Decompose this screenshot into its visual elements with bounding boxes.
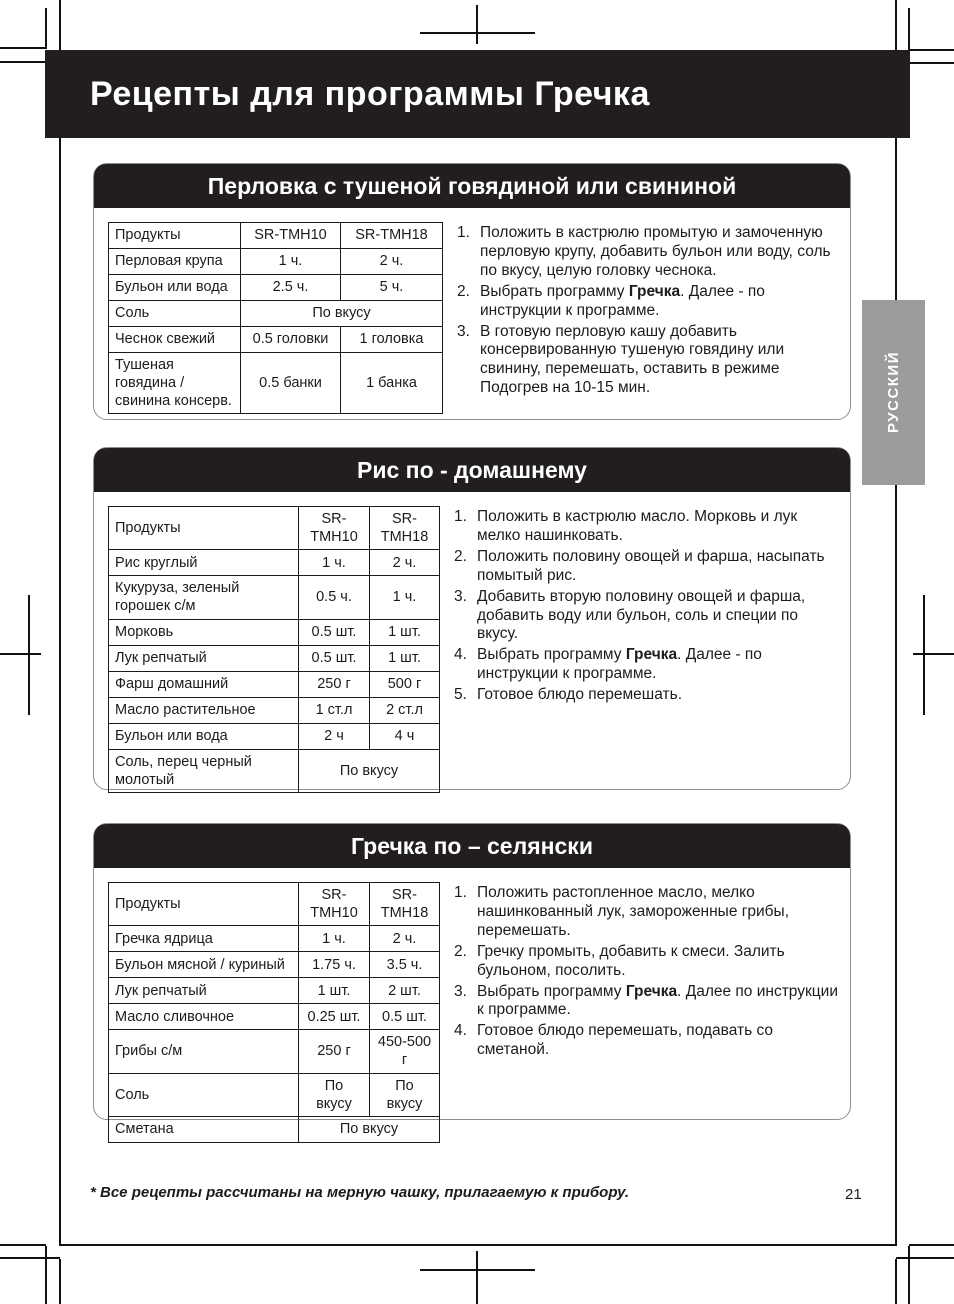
ingredient-value-cell: 1 головка [341,327,443,353]
ingredient-name-cell: Бульон или вода [109,723,299,749]
step-number: 1. [457,224,470,241]
ingredient-name-cell: Морковь [109,619,299,645]
crop-mark [59,0,61,1245]
recipe-box-perlovka [93,163,851,420]
ingredients-table [108,506,440,793]
ingredient-name-cell: Рис круглый [109,550,299,576]
ingredient-name-cell: Кукуруза, зеленый горошек с/м [109,576,299,619]
ingredient-name-cell: Соль [109,1073,299,1116]
recipe-box-ris [93,447,851,790]
ingredient-value-cell: 1 ч. [241,249,341,275]
recipe-body [94,492,850,793]
ingredient-value-cell: 450-500 г [370,1030,440,1073]
step-number: 1. [454,884,467,901]
instruction-step [454,983,840,1021]
ingredient-name-cell: Чеснок свежий [109,327,241,353]
ingredient-value-cell: По вкусу [299,749,440,792]
ingredient-value-cell: По вкусу [299,1073,370,1116]
instructions-list [454,884,840,1143]
step-number: 5. [454,686,467,704]
ingredient-value-cell: 0.25 шт. [299,1004,370,1030]
ingredient-value-cell: 250 г [299,671,370,697]
ingredient-name-cell: Гречка ядрица [109,926,299,952]
step-number: 3. [454,587,467,605]
footnote: * Все рецепты рассчитаны на мерную чашку, прилагаемую к прибору. [90,1184,630,1201]
step-number: 3. [454,982,467,1000]
crop-mark [895,1259,897,1304]
ingredient-value-cell: 0.5 ч. [299,576,370,619]
table-row [109,550,440,576]
crop-mark [913,653,954,655]
ingredient-name-cell: Масло сливочное [109,1004,299,1030]
step-number: 1. [454,508,467,525]
ingredient-value-cell: По вкусу [241,301,443,327]
table-header-cell: SR-TMH18 [370,883,440,926]
ingredient-value-cell: 0.5 шт. [370,1004,440,1030]
ingredient-name-cell: Бульон или вода [109,275,241,301]
ingredient-name-cell: Соль [109,301,241,327]
table-row [109,275,443,301]
language-tab [862,300,925,485]
recipe-title: Гречка по – селянски [94,824,850,868]
table-header-cell: SR-TMH10 [299,507,370,550]
ingredient-value-cell: 3.5 ч. [370,952,440,978]
crop-mark [0,1257,60,1259]
step-text: Выбрать программу Гречка. Далее - по инструкции к программе. [477,646,762,683]
ingredient-name-cell: Масло растительное [109,697,299,723]
program-name-bold: Гречка [625,646,678,664]
ingredient-name-cell: Тушеная говядина / свинина консерв. [109,353,241,414]
crop-mark [59,1244,897,1246]
ingredient-value-cell: 1 ч. [370,576,440,619]
ingredient-value-cell: 2 ч [299,723,370,749]
table-row [109,507,440,550]
table-header-cell: SR-TMH18 [341,223,443,249]
table-row [109,671,440,697]
table-header-cell: Продукты [109,223,241,249]
table-row [109,249,443,275]
crop-mark [0,653,41,655]
instruction-step [457,224,840,281]
table-row [109,645,440,671]
instruction-step [457,283,840,321]
ingredient-value-cell: 0.5 банки [241,353,341,414]
crop-mark [0,47,46,49]
ingredient-value-cell: 1 шт. [299,978,370,1004]
ingredient-value-cell: 2 ст.л [370,697,440,723]
crop-mark [909,1244,954,1246]
ingredient-name-cell: Фарш домашний [109,671,299,697]
table-header-cell: SR-TMH10 [299,883,370,926]
table-row [109,1116,440,1142]
crop-mark [28,595,30,715]
recipe-title: Рис по - домашнему [94,448,850,492]
table-row [109,619,440,645]
recipe-body [94,208,850,414]
language-tab-label: РУССКИЙ [885,351,902,434]
ingredient-name-cell: Соль, перец черный молотый [109,749,299,792]
step-text: Готовое блюдо перемешать, подавать со сметаной. [477,1022,774,1059]
crop-mark [909,49,954,51]
step-number: 2. [454,547,467,565]
table-row [109,301,443,327]
step-text: Положить половину овощей и фарша, насыпать помытый рис. [477,547,825,584]
step-number: 2. [457,282,470,300]
ingredient-name-cell: Лук репчатый [109,645,299,671]
instruction-step [454,884,840,941]
ingredient-value-cell: 2 ч. [370,926,440,952]
ingredient-value-cell: 1 ч. [299,550,370,576]
table-row [109,883,440,926]
page-title: Рецепты для программы Гречка [90,74,650,113]
step-number: 3. [457,322,470,340]
ingredient-value-cell: По вкусу [370,1073,440,1116]
table-row [109,576,440,619]
crop-mark [59,1259,61,1304]
recipe-box-grechka [93,823,851,1138]
instruction-step [454,943,840,981]
instruction-step [454,588,840,645]
ingredient-value-cell: 2 ч. [370,550,440,576]
instructions-list [454,508,840,793]
crop-mark [45,8,47,49]
step-text: Положить в кастрюлю масло. Морковь и лук мелко нашинковать. [477,508,798,544]
ingredient-value-cell: По вкусу [299,1116,440,1142]
instruction-step [454,548,840,586]
step-text: Готовое блюдо перемешать. [477,686,682,704]
crop-mark [476,1251,478,1304]
instruction-step [454,508,840,546]
table-header-cell: Продукты [109,507,299,550]
recipe-body [94,868,850,1143]
ingredient-value-cell: 500 г [370,671,440,697]
table-row [109,1030,440,1073]
table-header-cell: Продукты [109,883,299,926]
ingredient-name-cell: Сметана [109,1116,299,1142]
ingredient-value-cell: 1 шт. [370,645,440,671]
crop-mark [476,5,478,44]
page-number: 21 [845,1186,862,1203]
ingredient-name-cell: Грибы с/м [109,1030,299,1073]
program-name-bold: Гречка [625,982,678,1000]
step-text: В готовую перловую кашу добавить консервированную тушеную говядину или свинину, перемешать, оставить в режиме Подогрев на 10-15 мин. [480,322,785,397]
crop-mark [923,595,925,715]
step-text: Выбрать программу Гречка. Далее - по инструкции к программе. [480,282,765,319]
crop-mark [45,1246,47,1304]
ingredient-value-cell: 1 ст.л [299,697,370,723]
ingredient-value-cell: 2.5 ч. [241,275,341,301]
table-row [109,327,443,353]
table-header-cell: SR-TMH18 [370,507,440,550]
table-row [109,1073,440,1116]
step-text: Положить в кастрюлю промытую и замоченную перловую крупу, добавить бульон или воду, соль по вкусу, целую головку чеснока. [480,224,831,279]
ingredient-value-cell: 4 ч [370,723,440,749]
ingredient-value-cell: 1.75 ч. [299,952,370,978]
instruction-step [457,323,840,399]
instruction-step [454,646,840,684]
ingredient-value-cell: 0.5 головки [241,327,341,353]
table-row [109,978,440,1004]
ingredient-value-cell: 1 шт. [370,619,440,645]
recipe-title: Перловка с тушеной говядиной или свининой [94,164,850,208]
crop-mark [896,1257,954,1259]
ingredient-value-cell: 0.5 шт. [299,619,370,645]
crop-mark [420,32,535,34]
crop-mark [908,1246,910,1304]
ingredient-value-cell: 1 ч. [299,926,370,952]
instruction-step [454,686,840,705]
ingredient-value-cell: 2 шт. [370,978,440,1004]
ingredient-value-cell: 2 ч. [341,249,443,275]
ingredient-name-cell: Лук репчатый [109,978,299,1004]
crop-mark [0,1244,46,1246]
step-text: Положить растопленное масло, мелко нашинкованный лук, замороженные грибы, перемешать. [477,884,790,939]
table-row [109,223,443,249]
step-text: Выбрать программу Гречка. Далее по инструкции к программе. [477,982,838,1019]
step-number: 4. [454,1022,467,1040]
table-row [109,723,440,749]
ingredient-name-cell: Перловая крупа [109,249,241,275]
step-text: Гречку промыть, добавить к смеси. Залить бульоном, посолить. [477,942,785,979]
table-row [109,353,443,414]
step-text: Добавить вторую половину овощей и фарша, добавить воду или бульон, соль и специи по вкусу. [477,587,806,643]
ingredients-table [108,222,443,414]
program-name-bold: Гречка [628,282,681,300]
ingredient-value-cell: 1 банка [341,353,443,414]
step-number: 2. [454,942,467,960]
instruction-step [454,1022,840,1060]
table-row [109,952,440,978]
table-row [109,697,440,723]
ingredient-value-cell: 0.5 шт. [299,645,370,671]
ingredient-value-cell: 250 г [299,1030,370,1073]
instructions-list [457,224,840,414]
table-header-cell: SR-TMH10 [241,223,341,249]
page-header-bar [45,50,910,138]
table-row [109,1004,440,1030]
step-number: 4. [454,646,467,664]
crop-mark [895,0,897,1245]
ingredients-table [108,882,440,1143]
table-row [109,749,440,792]
ingredient-value-cell: 5 ч. [341,275,443,301]
table-row [109,926,440,952]
crop-mark [908,8,910,50]
crop-mark [420,1269,535,1271]
ingredient-name-cell: Бульон мясной / куриный [109,952,299,978]
